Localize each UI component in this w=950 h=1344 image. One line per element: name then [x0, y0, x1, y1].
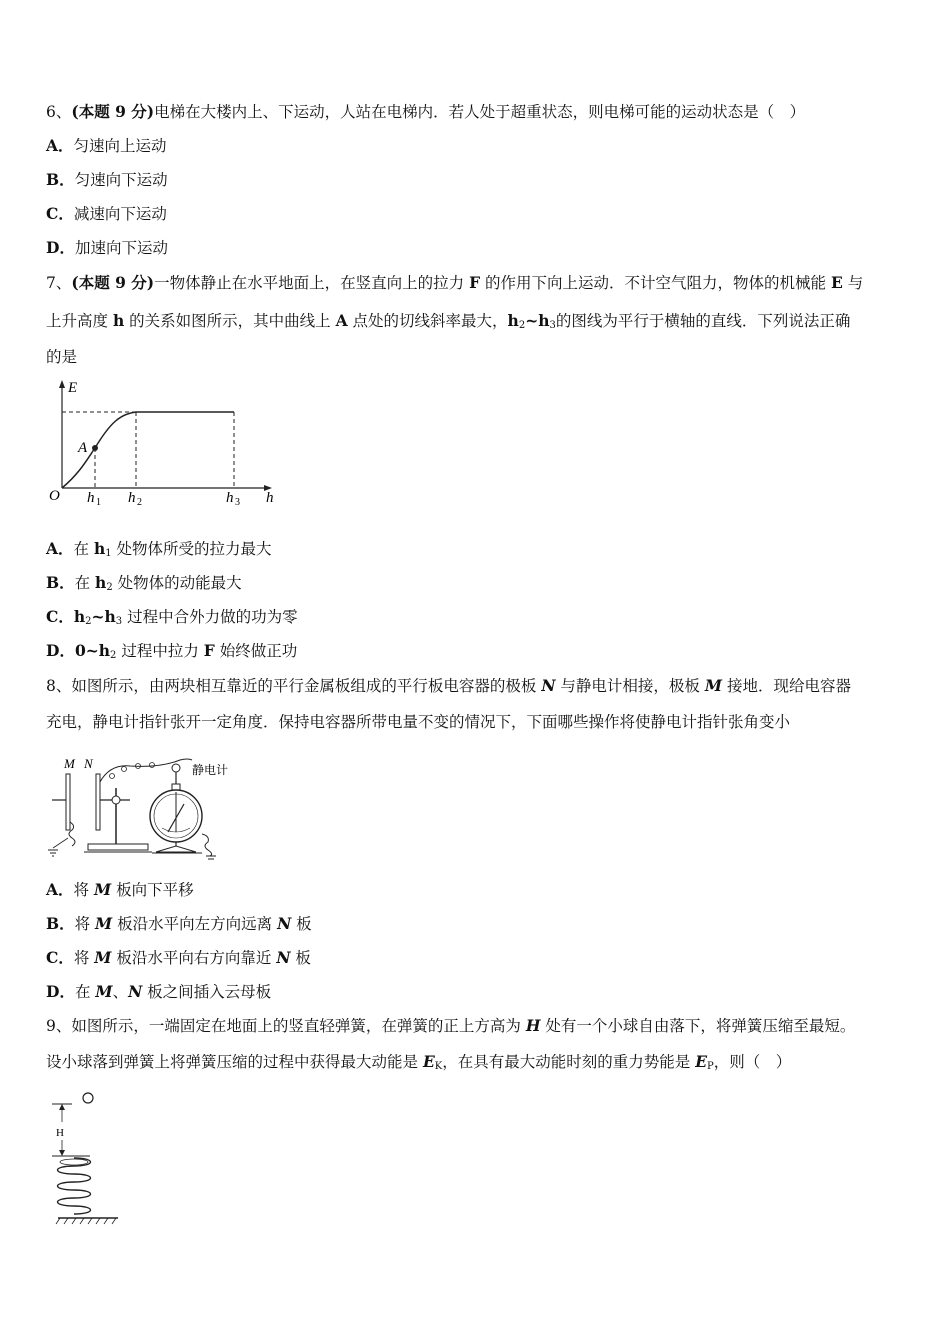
q7-option-d[interactable]: D．$0\sim h_2$ 过程中拉力 F 始终做正功 — [46, 641, 298, 661]
q9-spring-figure — [44, 1086, 134, 1226]
q6-stem: 6、(本题 9 分)电梯在大楼内上、下运动，人站在电梯内．若人处于超重状态，则电梯可能的运动状态是（ ） — [46, 102, 806, 121]
q8-stem-line1: 8、如图所示，由两块相互靠近的平行金属板组成的平行板电容器的极板 N 与静电计相接，极板 M 接地．现给电容器 — [46, 676, 851, 695]
q6-option-d[interactable]: D．加速向下运动 — [46, 238, 168, 257]
q7-stem-line3: 的是 — [46, 348, 78, 366]
q8-option-a[interactable]: A．将 M 板向下平移 — [46, 880, 194, 899]
graph-label-h3-sub: 3 — [235, 497, 240, 508]
fig-label-n: N — [84, 756, 93, 771]
q8-stem-line2: 充电，静电计指针张开一定角度．保持电容器所带电量不变的情况下，下面哪些操作将使静电计指针张角变小 — [46, 713, 791, 731]
graph-label-a: A — [78, 440, 88, 456]
q7-energy-graph — [40, 378, 280, 508]
graph-label-h-axis: h — [266, 490, 274, 506]
q8-option-b[interactable]: B．将 M 板沿水平向左方向远离 N 板 — [46, 914, 312, 933]
graph-label-o: O — [49, 488, 60, 504]
fig-label-m: M — [64, 756, 75, 771]
q8-capacitor-figure — [44, 752, 244, 862]
fig-label-meter: 静电计 — [192, 763, 229, 777]
fig-label-h: H — [56, 1127, 64, 1139]
q7-stem-line2: 上升高度 h 的关系如图所示，其中曲线上 A 点处的切线斜率最大，$h_2\sim h_3$的图线为平行于横轴的直线．下列说法正确 — [46, 311, 851, 331]
q6-option-b[interactable]: B．匀速向下运动 — [46, 170, 168, 189]
q8-option-c[interactable]: C．将 M 板沿水平向右方向靠近 N 板 — [46, 948, 311, 967]
graph-label-h1: h — [87, 490, 95, 506]
q6-option-c[interactable]: C．减速向下运动 — [46, 204, 167, 223]
q9-stem-line2: 设小球落到弹簧上将弹簧压缩的过程中获得最大动能是 $E_K$，在具有最大动能时刻的重力势能是 $E_P$，则（ ） — [46, 1052, 792, 1072]
graph-label-h2-sub: 2 — [137, 497, 142, 508]
q7-stem-line1: 7、(本题 9 分)一物体静止在水平地面上，在竖直向上的拉力 F 的作用下向上运动．不计空气阻力，物体的机械能 E 与 — [46, 273, 864, 292]
q7-option-b[interactable]: B．在 $h_2$ 处物体的动能最大 — [46, 573, 242, 593]
q8-option-d[interactable]: D．在 M、N 板之间插入云母板 — [46, 982, 272, 1001]
graph-label-h2: h — [128, 490, 136, 506]
graph-label-h1-sub: 1 — [96, 497, 101, 508]
q6-option-a[interactable]: A．匀速向上运动 — [46, 136, 167, 155]
q9-stem-line1: 9、如图所示，一端固定在地面上的竖直轻弹簧，在弹簧的正上方高为 H 处有一个小球自由落下，将弹簧压缩至最短。 — [46, 1016, 856, 1035]
q7-option-a[interactable]: A．在 $h_1$ 处物体所受的拉力最大 — [46, 539, 272, 559]
graph-label-e: E — [68, 380, 78, 396]
q7-option-c[interactable]: C．$h_2\sim h_3$ 过程中合外力做的功为零 — [46, 607, 298, 627]
graph-label-h3: h — [226, 490, 234, 506]
